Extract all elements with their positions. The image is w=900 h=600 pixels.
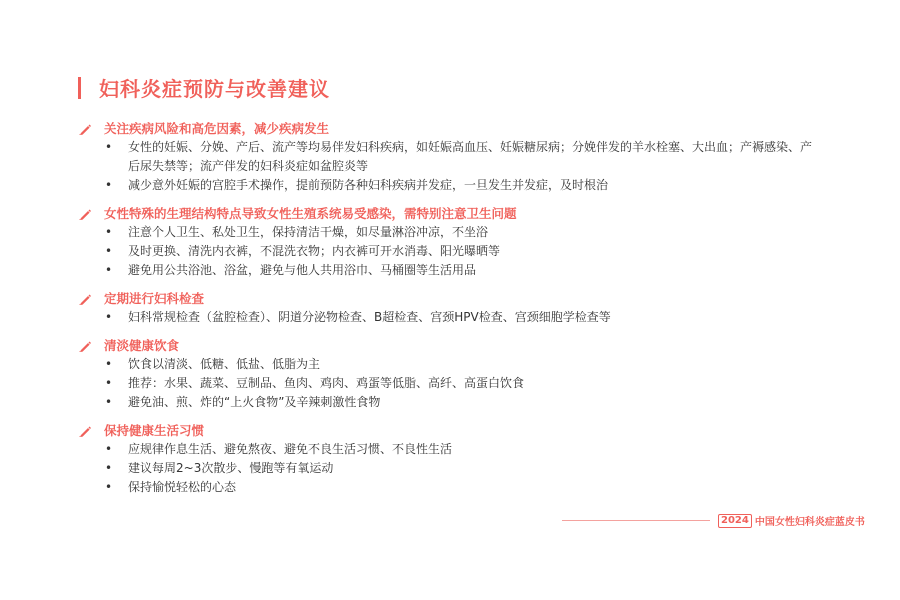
bullet-dot-icon: • — [105, 263, 113, 277]
bullet-dot-icon: • — [105, 357, 113, 371]
list-item — [78, 242, 818, 261]
list-item-text: 女性的妊娠、分娩、产后、流产等均易伴发妇科疾病，如妊娠高血压、妊娠糖尿病；分娩伴发的羊水栓塞、大出血；产褥感染、产后尿失禁等；流产伴发的妇科炎症如盆腔炎等 — [128, 140, 813, 173]
bullet-dot-icon: • — [105, 310, 113, 324]
section — [78, 118, 818, 195]
list-item — [78, 393, 818, 412]
bullet-dot-icon: • — [105, 225, 113, 239]
list-item — [78, 261, 818, 280]
list-item-text: 推荐：水果、蔬菜、豆制品、鱼肉、鸡肉、鸡蛋等低脂、高纤、高蛋白饮食 — [128, 376, 525, 390]
bullet-dot-icon: • — [105, 461, 113, 475]
section-header — [78, 335, 818, 355]
main-content — [78, 118, 818, 505]
list-item-text: 及时更换、清洗内衣裤，不混洗衣物；内衣裤可开水消毒、阳光曝晒等 — [128, 244, 501, 258]
list-item-text: 保持愉悦轻松的心态 — [128, 480, 237, 494]
section-header — [78, 118, 818, 138]
section — [78, 420, 818, 497]
footer — [562, 513, 865, 528]
section-header — [78, 288, 818, 308]
title-accent-bar — [78, 77, 81, 99]
bullet-dot-icon: • — [105, 376, 113, 390]
section — [78, 335, 818, 412]
section-title: 定期进行妇科检查 — [104, 291, 205, 306]
list-item-text: 注意个人卫生、私处卫生，保持清洁干燥，如尽量淋浴冲凉，不坐浴 — [128, 225, 489, 239]
pen-icon — [78, 121, 92, 135]
pen-icon — [78, 423, 92, 437]
list-item-text: 减少意外妊娠的宫腔手术操作，提前预防各种妇科疾病并发症，一旦发生并发症，及时根治 — [128, 178, 609, 192]
list-item — [78, 374, 818, 393]
section-title: 清淡健康饮食 — [104, 338, 180, 353]
bullet-list — [78, 355, 818, 412]
list-item-text: 避免用公共浴池、浴盆，避免与他人共用浴巾、马桶圈等生活用品 — [128, 263, 477, 277]
pen-icon — [78, 291, 92, 305]
page-title: 妇科炎症预防与改善建议 — [99, 77, 330, 101]
footer-divider — [562, 520, 710, 521]
page-header — [78, 73, 330, 102]
section-title: 保持健康生活习惯 — [104, 423, 205, 438]
footer-report-title: 中国女性妇科炎症蓝皮书 — [754, 517, 865, 528]
section — [78, 203, 818, 280]
bullet-list — [78, 440, 818, 497]
list-item — [78, 176, 818, 195]
bullet-dot-icon: • — [105, 442, 113, 456]
list-item — [78, 308, 818, 327]
list-item — [78, 459, 818, 478]
bullet-dot-icon: • — [105, 480, 113, 494]
section-header — [78, 420, 818, 440]
section-title: 关注疾病风险和高危因素，减少疾病发生 — [104, 121, 330, 136]
bullet-dot-icon: • — [105, 178, 113, 192]
pen-icon — [78, 206, 92, 220]
list-item — [78, 440, 818, 459]
list-item-text: 妇科常规检查（盆腔检查）、阴道分泌物检查、B超检查、宫颈HPV检查、宫颈细胞学检查等 — [128, 310, 611, 324]
section-title: 女性特殊的生理结构特点导致女性生殖系统易受感染，需特别注意卫生问题 — [104, 206, 517, 221]
pen-icon — [78, 338, 92, 352]
list-item-text: 建议每周2~3次散步、慢跑等有氧运动 — [128, 461, 334, 475]
footer-year-badge: 2024 — [718, 514, 752, 528]
bullet-list — [78, 138, 818, 195]
section — [78, 288, 818, 327]
list-item-text: 饮食以清淡、低糖、低盐、低脂为主 — [128, 357, 321, 371]
list-item — [78, 138, 818, 176]
list-item-text: 避免油、煎、炸的“上火食物”及辛辣刺激性食物 — [128, 395, 381, 409]
section-header — [78, 203, 818, 223]
list-item — [78, 355, 818, 374]
bullet-list — [78, 308, 818, 327]
list-item-text: 应规律作息生活、避免熬夜、避免不良生活习惯、不良性生活 — [128, 442, 453, 456]
list-item — [78, 223, 818, 242]
bullet-dot-icon: • — [105, 140, 113, 154]
bullet-dot-icon: • — [105, 395, 113, 409]
bullet-dot-icon: • — [105, 244, 113, 258]
list-item — [78, 478, 818, 497]
bullet-list — [78, 223, 818, 280]
